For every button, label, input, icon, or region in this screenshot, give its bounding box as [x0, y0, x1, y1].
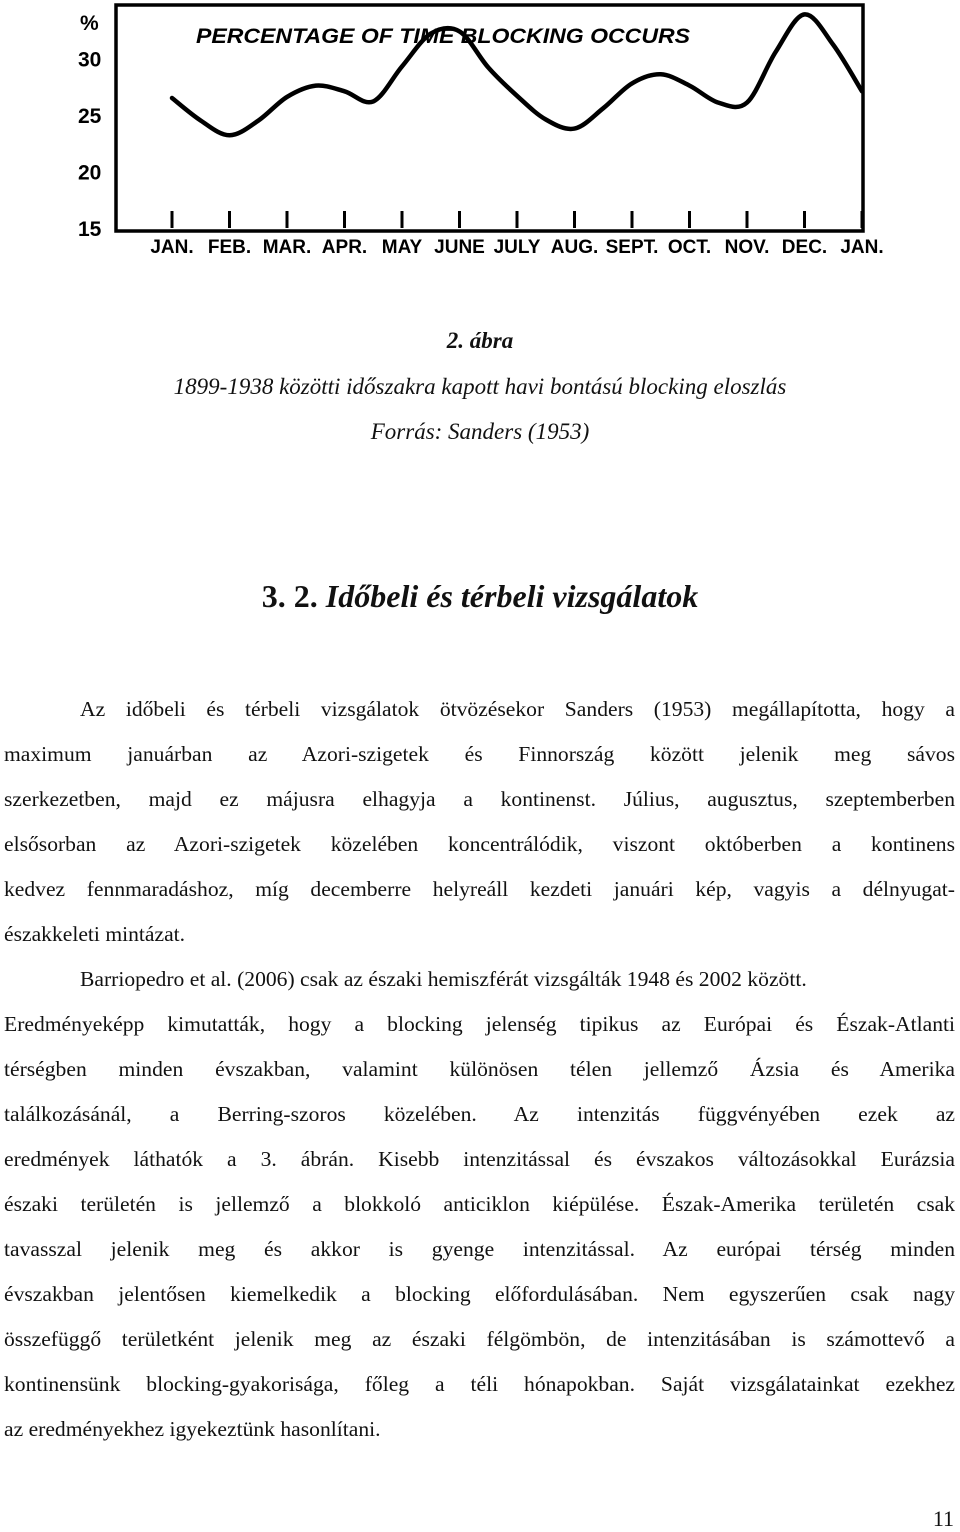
section-number: 3. 2.	[261, 578, 318, 614]
y-tick-label: 30	[78, 48, 102, 72]
x-tick-label: JAN.	[840, 237, 884, 258]
x-tick-label: JAN.	[150, 237, 194, 258]
body-line: szerkezetben, majd ez májusra elhagyja a kontinenst. Július, augusztus, szeptemberben	[4, 787, 955, 811]
y-tick-labels	[78, 49, 102, 242]
body-line: összefüggő területként jelenik meg az északi félgömbön, de intenzitásában is számottevő a	[4, 1327, 955, 1351]
body-line: Barriopedro et al. (2006) csak az északi hemiszférát vizsgálták 1948 és 2002 között.	[80, 967, 807, 991]
x-tick-label: FEB.	[207, 237, 252, 258]
month-labels	[150, 237, 883, 258]
body-line: maximum januárban az Azori-szigetek és Finnország között jelenik meg sávos	[4, 742, 955, 766]
body-line: elsősorban az Azori-szigetek közelében koncentrálódik, viszont októberben a kontinens	[4, 832, 955, 856]
body-line: térségben minden évszakban, valamint különösen télen jellemző Ázsia és Amerika	[4, 1057, 955, 1081]
figure-caption-label: 2. ábra	[446, 328, 514, 353]
x-tick-label: JUNE	[434, 237, 485, 258]
blocking-frequency-chart	[0, 0, 960, 280]
x-tick-label: MAY	[381, 237, 423, 258]
x-tick-label: JULY	[493, 237, 541, 258]
x-tick-label: SEPT.	[605, 237, 659, 258]
body-line: északi területén is jellemző a blokkoló anticiklon kiépülése. Észak-Amerika területén csak	[4, 1192, 955, 1216]
body-line: kontinensünk blocking-gyakorisága, főleg a téli hónapokban. Saját vizsgálatainkat ezekhez	[4, 1372, 955, 1396]
figure-caption-source: Forrás: Sanders (1953)	[370, 419, 590, 444]
body-line: eredmények láthatók a 3. ábrán. Kisebb intenzitással és évszakos változásokkal Eurázsia	[4, 1147, 955, 1171]
body-line: találkozásánál, a Berring-szoros közelében. Az intenzitás függvényében ezek az	[4, 1102, 955, 1126]
body-line: az eredményekhez igyekeztünk hasonlítani.	[4, 1417, 381, 1441]
y-axis-unit: %	[80, 12, 99, 35]
figure-caption-description: 1899-1938 közötti időszakra kapott havi bontású blocking eloszlás	[173, 374, 787, 399]
x-tick-label: NOV.	[724, 237, 770, 258]
body-line: északkeleti mintázat.	[4, 922, 186, 946]
body-line: kedvez fennmaradáshoz, míg decemberre helyreáll kezdeti januári kép, vagyis a délnyugat-	[4, 877, 955, 901]
body-line: Az időbeli és térbeli vizsgálatok ötvözésekor Sanders (1953) megállapította, hogy a	[80, 697, 955, 721]
x-tick-marks	[172, 211, 862, 228]
x-tick-label: MAR.	[262, 237, 312, 258]
chart-title: PERCENTAGE OF TIME BLOCKING OCCURS	[196, 25, 690, 48]
y-tick-label: 15	[78, 218, 102, 241]
x-tick-label: DEC.	[781, 237, 828, 258]
x-tick-label: APR.	[321, 237, 368, 258]
section-title: Időbeli és térbeli vizsgálatok	[325, 578, 699, 614]
section-heading	[0, 578, 960, 615]
y-tick-label: 20	[78, 161, 102, 185]
x-tick-label: OCT.	[667, 237, 712, 258]
y-tick-label: 25	[78, 105, 102, 128]
body-line: Eredményeképp kimutatták, hogy a blocking jelenség tipikus az Európai és Észak-Atlanti	[4, 1012, 955, 1036]
page-number: 11	[932, 1506, 954, 1531]
x-tick-label: AUG.	[550, 237, 599, 258]
body-line: tavasszal jelenik meg és akkor is gyenge intenzitással. Az európai térség minden	[4, 1237, 955, 1261]
body-line: évszakban jelentősen kiemelkedik a blocking előfordulásában. Nem egyszerűen csak nagy	[4, 1282, 955, 1306]
